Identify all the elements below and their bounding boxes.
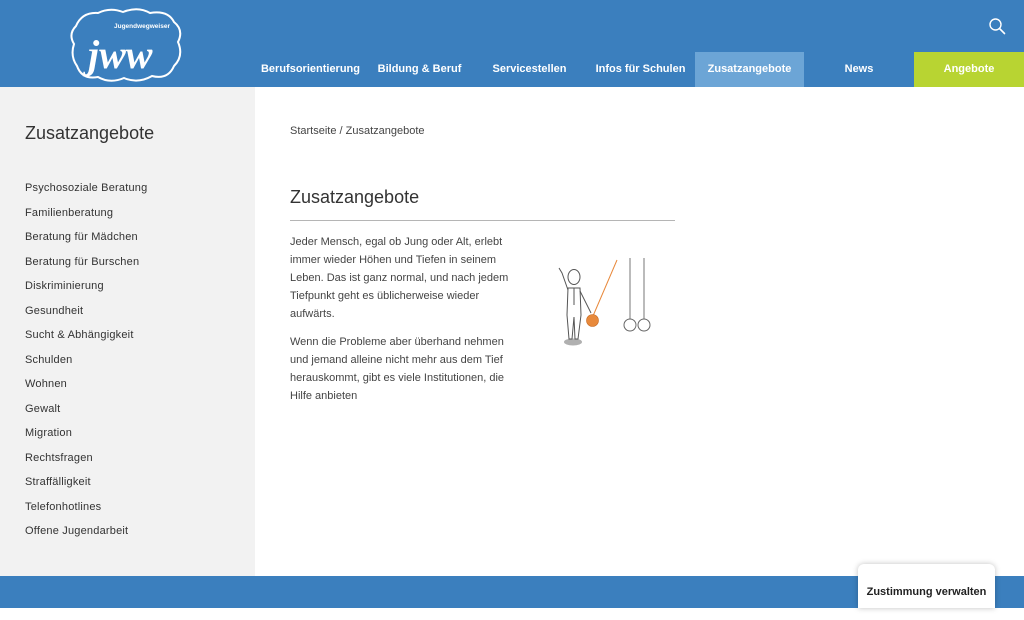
sidebar-item-gesundheit[interactable]: Gesundheit (25, 304, 84, 317)
sidebar-item-straffaelligkeit[interactable]: Straffälligkeit (25, 476, 91, 488)
nav-item-servicestellen[interactable]: Servicestellen (492, 63, 567, 75)
logo-tagline: Jugendwegweiser (114, 23, 170, 30)
sidebar-item-migration[interactable]: Migration (25, 427, 73, 439)
sidebar-item-gewalt[interactable]: Gewalt (25, 402, 61, 415)
sidebar-menu (25, 181, 147, 549)
jugendwegweiser-logo[interactable] (68, 4, 186, 84)
intro-text (290, 233, 515, 415)
sidebar-item-beratung-burschen[interactable]: Beratung für Burschen (25, 255, 140, 268)
sidebar-item-telefonhotlines[interactable]: Telefonhotlines (25, 500, 102, 513)
sidebar-item-diskriminierung[interactable]: Diskriminierung (25, 280, 104, 292)
intro-paragraph: Jeder Mensch, egal ob Jung oder Alt, erlebt immer wieder Höhen und Tiefen in seinem Leben. Das ist ganz normal, und nach jedem Tiefpunkt geht es üblicherweise wieder aufwärts. (290, 236, 509, 320)
sidebar-item-wohnen[interactable]: Wohnen (25, 378, 67, 390)
sidebar-item-sucht[interactable]: Sucht & Abhängigkeit (25, 329, 134, 341)
sidebar-item-familienberatung[interactable]: Familienberatung (25, 206, 114, 219)
sidebar-item-schulden[interactable]: Schulden (25, 353, 73, 366)
sidebar-item-beratung-maedchen[interactable]: Beratung für Mädchen (25, 231, 138, 243)
sidebar-title: Zusatzangebote (25, 123, 155, 143)
sidebar-item-rechtsfragen[interactable]: Rechtsfragen (25, 451, 93, 464)
site-header (0, 0, 1024, 87)
logo-wordmark: jww (88, 32, 153, 77)
title-divider (290, 220, 675, 221)
sidebar-item-offene-jugendarbeit[interactable]: Offene Jugendarbeit (25, 525, 129, 537)
nav-item-bildung-beruf[interactable]: Bildung & Beruf (377, 63, 462, 75)
nav-item-zusatzangebote[interactable]: Zusatzangebote (695, 52, 804, 87)
main-navigation (255, 52, 1024, 87)
page-title: Zusatzangebote (290, 187, 420, 207)
intro-paragraph: Wenn die Probleme aber überhand nehmen und jemand alleine nicht mehr aus dem Tief herauskommt, gibt es viele Institutionen, die Hilfe anbieten (290, 336, 505, 402)
nav-item-angebote[interactable]: Angebote (914, 52, 1024, 87)
breadcrumb[interactable]: Startseite / Zusatzangebote (290, 125, 425, 137)
nav-item-infos-fuer-schulen[interactable]: Infos für Schulen (595, 63, 686, 75)
search-icon[interactable] (988, 17, 1006, 35)
person-pendulum-illustration (548, 255, 658, 350)
sidebar (0, 87, 255, 576)
nav-item-news[interactable]: News (844, 63, 874, 75)
nav-item-berufsorientierung[interactable]: Berufsorientierung (260, 63, 360, 75)
sidebar-item-psychosoziale-beratung[interactable]: Psychosoziale Beratung (25, 182, 148, 194)
consent-button[interactable]: Zustimmung verwalten (858, 564, 995, 608)
